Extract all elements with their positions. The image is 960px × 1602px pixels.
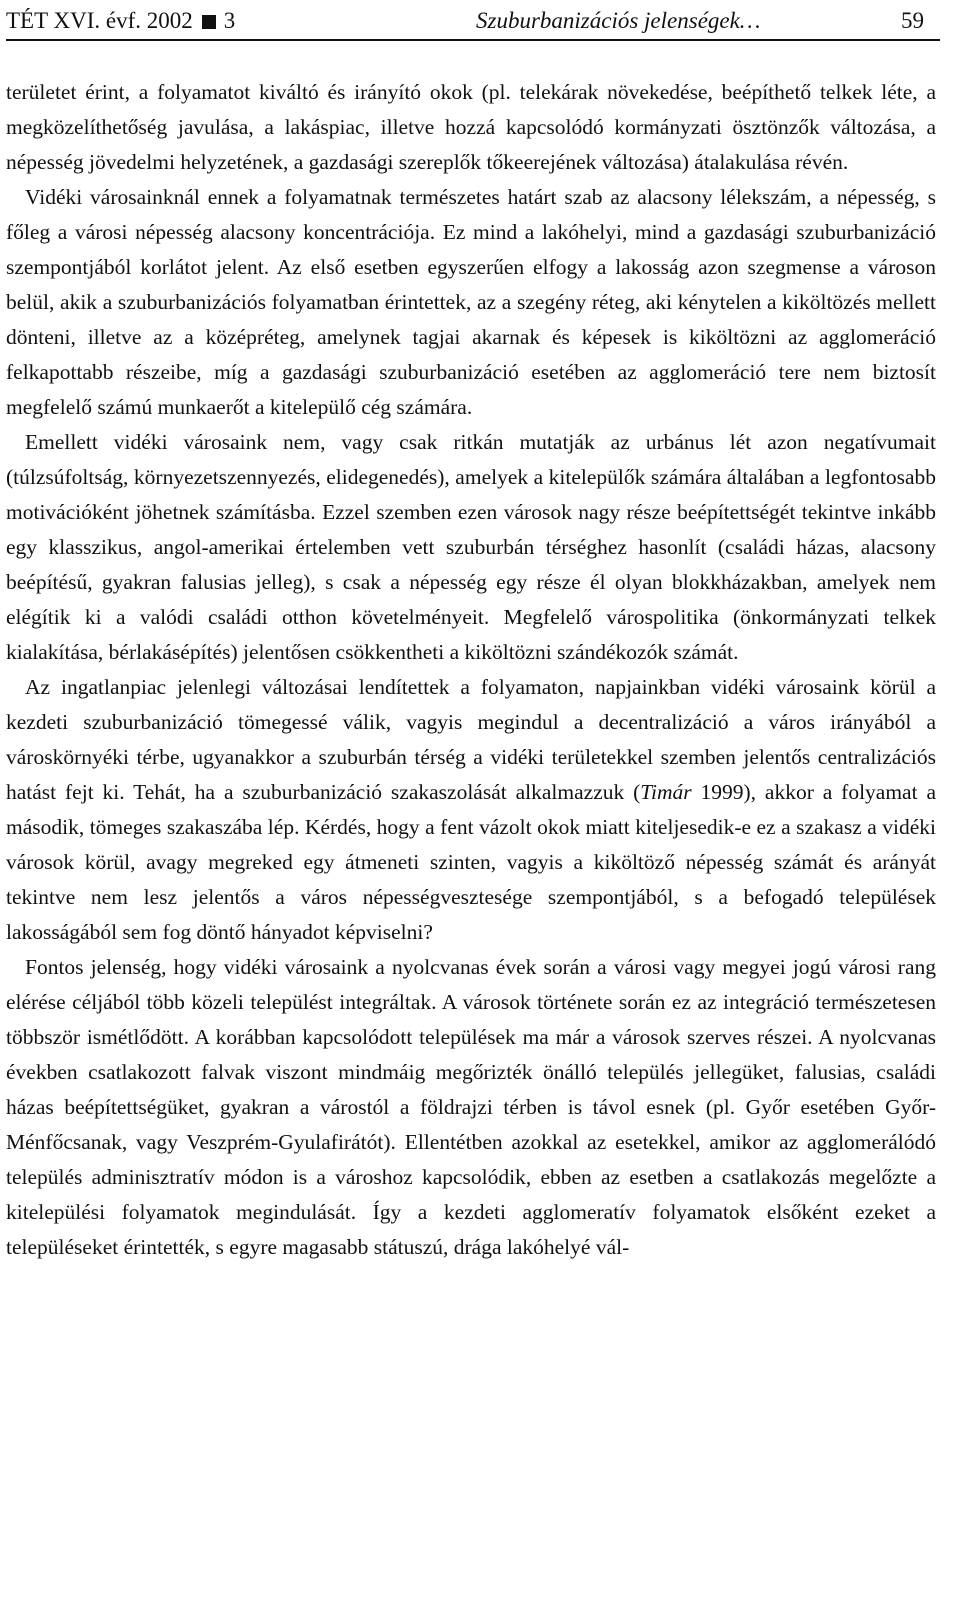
paragraph-4	[6, 670, 936, 950]
paragraph-4-text-b: 1999), akkor a folyamat a második, tömeges szakaszába lép. Kérdés, hogy a fent vázolt okok miatt kiteljesedik-e ez a szakasz a vidéki városok körül, avagy megreked egy átmeneti szinten, vagyis a kiköltöző népesség számát és arányát tekintve nem lesz jelentős a város népességvesztesége szempontjából, s a befogadó települések lakosságából sem fog döntő hányadot képviselni?	[6, 780, 936, 944]
body-text	[6, 75, 936, 1265]
paragraph-5: Fontos jelenség, hogy vidéki városaink a nyolcvanas évek során a városi vagy megyei jogú városi rang elérése céljából több közeli települést integráltak. A városok története során ez az integráció természetesen többször ismétlődött. A korábban kapcsolódott települések ma már a városok szerves részei. A nyolcvanas években csatlakozott falvak viszont mindmáig megőrizték önálló település jellegüket, falusias, családi házas beépítettségüket, gyakran a várostól a földrajzi térben is távol esnek (pl. Győr esetében Győr-Ménfőcsanak, vagy Veszprém-Gyulafirátót). Ellentétben azokkal az esetekkel, amikor az agglomerálódó település adminisztratív módon is a városhoz kapcsolódik, ebben az esetben a csatlakozás megelőzte a kitelepülési folyamatok megindulását. Így a kezdeti agglomeratív folyamatok elsőként ezeket a településeket érintették, s egyre magasabb státuszú, drága lakóhelyé vál-	[6, 955, 936, 1259]
header-rule	[6, 39, 940, 41]
running-header	[6, 6, 940, 36]
square-separator-icon	[202, 15, 216, 29]
issue-number: 3	[223, 8, 236, 33]
journal-volume: TÉT XVI. évf. 2002	[6, 8, 193, 33]
page-number: 59	[901, 8, 924, 33]
citation-author: Timár	[640, 780, 692, 804]
paragraph-4-text-a: Az ingatlanpiac jelenlegi változásai lendítettek a folyamaton, napjainkban vidéki városaink körül a kezdeti szuburbanizáció tömegessé válik, vagyis megindul a decentralizáció a város irányából a városkörnyéki térbe, ugyanakkor a szuburbán térség a vidéki területekkel szemben jelentős centralizációs hatást fejt ki. Tehát, ha a szuburbanizáció szakaszolását alkalmazzuk (	[6, 675, 936, 804]
paragraph-2: Vidéki városainknál ennek a folyamatnak természetes határt szab az alacsony lélekszám, a népesség, s főleg a városi népesség alacsony koncentrációja. Ez mind a lakóhelyi, mind a gazdasági szuburbanizáció szempontjából korlátot jelent. Az első esetben egyszerűen elfogy a lakosság azon szegmense a városon belül, akik a szuburbanizációs folyamatban érintettek, az a szegény réteg, aki kénytelen a kiköltözés mellett dönteni, illetve az a középréteg, amelynek tagjai akarnak és képesek is kiköltözni az agglomeráció felkapottabb részeibe, míg a gazdasági szuburbanizáció esetében az agglomeráció tere nem biztosít megfelelő számú munkaerőt a kitelepülő cég számára.	[6, 185, 936, 419]
running-title: Szuburbanizációs jelenségek…	[476, 8, 761, 33]
paragraph-1: területet érint, a folyamatot kiváltó és irányító okok (pl. telekárak növekedése, beépíthető telkek léte, a megközelíthetőség javulása, a lakáspiac, illetve hozzá kapcsolódó kormányzati ösztönzők változása, a népesség jövedelmi helyzetének, a gazdasági szereplők tőkeerejének változása) átalakulása révén.	[6, 80, 936, 174]
paragraph-3: Emellett vidéki városaink nem, vagy csak ritkán mutatják az urbánus lét azon negatívumait (túlzsúfoltság, környezetszennyezés, elidegenedés), amelyek a kitelepülők számára általában a legfontosabb motivációként jöhetnek számításba. Ezzel szemben ezen városok nagy része beépítettségét tekintve inkább egy klasszikus, angol-amerikai értelemben vett szuburbán térséghez hasonlít (családi házas, alacsony beépítésű, gyakran falusias jelleg), s csak a népesség egy része él olyan blokkházakban, amelyek nem elégítik ki a valódi családi otthon követelményeit. Megfelelő várospolitika (önkormányzati telkek kialakítása, bérlakásépítés) jelentősen csökkentheti a kiköltözni szándékozók számát.	[6, 430, 936, 664]
